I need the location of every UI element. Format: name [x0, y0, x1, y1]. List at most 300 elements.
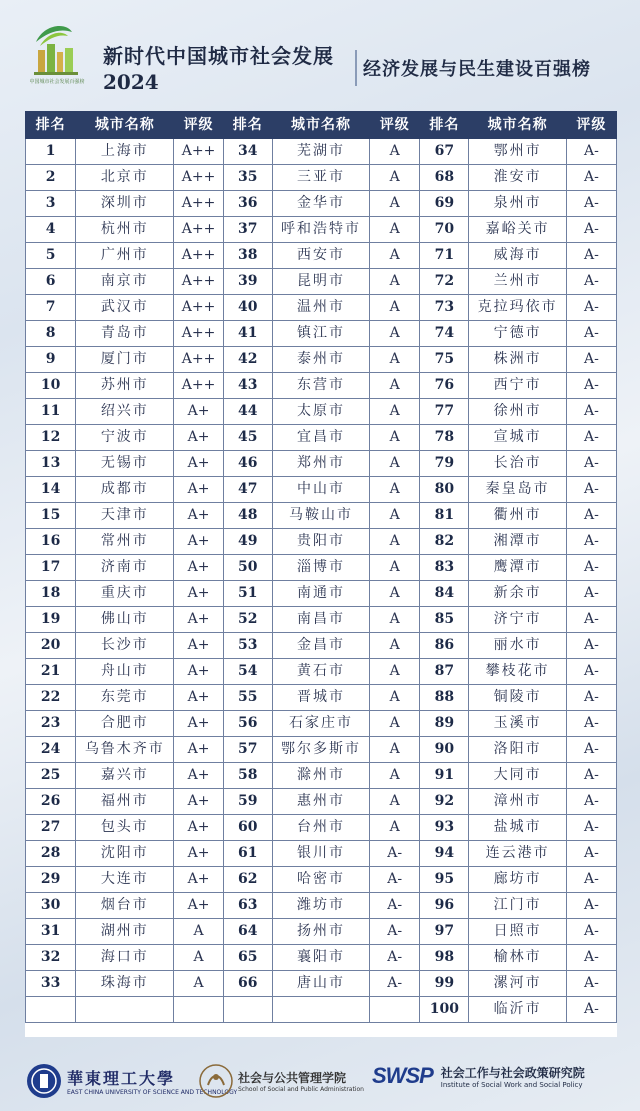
city-cell: 郑州市: [272, 451, 369, 477]
grade-cell: A: [370, 763, 420, 789]
table-row: [26, 295, 617, 321]
rank-cell: 2: [26, 165, 76, 191]
city-cell: 嘉兴市: [76, 763, 174, 789]
city-cell: 无锡市: [76, 451, 174, 477]
city-cell: 盐城市: [469, 815, 566, 841]
city-cell: 马鞍山市: [272, 503, 369, 529]
rank-cell: 65: [223, 945, 272, 971]
city-cell: 南昌市: [272, 607, 369, 633]
grade-cell: A-: [370, 971, 420, 997]
city-cell: 武汉市: [76, 295, 174, 321]
city-cell: 包头市: [76, 815, 174, 841]
grade-cell: A: [370, 815, 420, 841]
grade-cell: A-: [566, 425, 616, 451]
rank-cell: 86: [420, 633, 469, 659]
city-cell: 昆明市: [272, 269, 369, 295]
grade-cell: A-: [566, 841, 616, 867]
institute-brand: [372, 1063, 585, 1089]
rank-cell: 99: [420, 971, 469, 997]
city-cell: 金华市: [272, 191, 369, 217]
city-cell: 兰州市: [469, 269, 566, 295]
rank-cell: 43: [223, 373, 272, 399]
city-cell: 深圳市: [76, 191, 174, 217]
table-row: [26, 789, 617, 815]
rank-cell: 74: [420, 321, 469, 347]
grade-cell: A-: [566, 191, 616, 217]
city-cell: 南京市: [76, 269, 174, 295]
grade-cell: A: [370, 711, 420, 737]
rank-cell: 13: [26, 451, 76, 477]
table-row: [26, 399, 617, 425]
grade-cell: A++: [174, 191, 223, 217]
grade-cell: A-: [566, 217, 616, 243]
ecust-emblem-icon: [26, 1063, 62, 1099]
grade-cell: A: [174, 919, 223, 945]
city-cell: 重庆市: [76, 581, 174, 607]
grade-cell: A+: [174, 763, 223, 789]
rank-cell: 57: [223, 737, 272, 763]
logo-caption: 中国城市社会发展百强榜: [29, 79, 85, 85]
city-cell: 上海市: [76, 139, 174, 165]
grade-cell: A: [370, 295, 420, 321]
city-cell: 连云港市: [469, 841, 566, 867]
rank-cell: 36: [223, 191, 272, 217]
table-row: [26, 945, 617, 971]
grade-cell: A: [370, 451, 420, 477]
table-row: [26, 347, 617, 373]
city-cell: 贵阳市: [272, 529, 369, 555]
column-header: 排名: [26, 112, 76, 139]
rank-cell: 60: [223, 815, 272, 841]
rank-cell: 88: [420, 685, 469, 711]
rank-cell: 77: [420, 399, 469, 425]
rank-cell: 67: [420, 139, 469, 165]
rank-cell: 98: [420, 945, 469, 971]
table-row: [26, 841, 617, 867]
city-cell: 长沙市: [76, 633, 174, 659]
rank-cell: 91: [420, 763, 469, 789]
rank-cell: 83: [420, 555, 469, 581]
ecust-en: EAST CHINA UNIVERSITY OF SCIENCE AND TECHNOLOGY: [67, 1089, 238, 1096]
grade-cell: A: [370, 503, 420, 529]
rank-cell: 23: [26, 711, 76, 737]
grade-cell: A-: [566, 451, 616, 477]
table-row: [26, 503, 617, 529]
city-cell: 鄂州市: [469, 139, 566, 165]
grade-cell: A: [370, 139, 420, 165]
grade-cell: A-: [566, 607, 616, 633]
grade-cell: A++: [174, 269, 223, 295]
city-cell: 广州市: [76, 243, 174, 269]
rank-cell: 100: [420, 997, 469, 1023]
rank-cell: 87: [420, 659, 469, 685]
city-cell: 佛山市: [76, 607, 174, 633]
city-cell: 扬州市: [272, 919, 369, 945]
rank-cell: 42: [223, 347, 272, 373]
city-cell: 大同市: [469, 763, 566, 789]
rank-cell: 46: [223, 451, 272, 477]
city-cell: 台州市: [272, 815, 369, 841]
rank-cell: 39: [223, 269, 272, 295]
city-cell: 厦门市: [76, 347, 174, 373]
rank-cell: 96: [420, 893, 469, 919]
grade-cell: A-: [566, 763, 616, 789]
rank-cell: 22: [26, 685, 76, 711]
grade-cell: A-: [566, 581, 616, 607]
rank-cell: 92: [420, 789, 469, 815]
school-en: School of Social and Public Administration: [238, 1086, 364, 1093]
city-cell: 泉州市: [469, 191, 566, 217]
city-cell: 济宁市: [469, 607, 566, 633]
rank-cell: 20: [26, 633, 76, 659]
rank-cell: 59: [223, 789, 272, 815]
city-cell: 日照市: [469, 919, 566, 945]
grade-cell: A-: [370, 893, 420, 919]
rank-cell: 54: [223, 659, 272, 685]
rank-cell: 89: [420, 711, 469, 737]
rank-cell: 10: [26, 373, 76, 399]
city-cell: 宣城市: [469, 425, 566, 451]
grade-cell: A+: [174, 607, 223, 633]
city-cell: 泰州市: [272, 347, 369, 373]
column-header: 评级: [370, 112, 420, 139]
grade-cell: A++: [174, 321, 223, 347]
city-cell: [272, 997, 369, 1023]
grade-cell: A-: [370, 841, 420, 867]
table-row: [26, 997, 617, 1023]
rank-cell: 1: [26, 139, 76, 165]
column-header: 排名: [223, 112, 272, 139]
grade-cell: A-: [566, 399, 616, 425]
rank-cell: 48: [223, 503, 272, 529]
grade-cell: A-: [566, 919, 616, 945]
city-cell: 银川市: [272, 841, 369, 867]
city-cell: 玉溪市: [469, 711, 566, 737]
table-row: [26, 581, 617, 607]
grade-cell: A-: [566, 997, 616, 1023]
title-year: 2024: [103, 70, 159, 94]
rank-cell: 11: [26, 399, 76, 425]
city-cell: 三亚市: [272, 165, 369, 191]
city-cell: 北京市: [76, 165, 174, 191]
grade-cell: A-: [370, 919, 420, 945]
table-row: [26, 919, 617, 945]
rank-cell: 27: [26, 815, 76, 841]
city-cell: 西宁市: [469, 373, 566, 399]
table-row: [26, 893, 617, 919]
rank-cell: 7: [26, 295, 76, 321]
grade-cell: A-: [566, 347, 616, 373]
column-header: 评级: [174, 112, 223, 139]
rank-cell: 5: [26, 243, 76, 269]
city-cell: 大连市: [76, 867, 174, 893]
city-cell: 乌鲁木齐市: [76, 737, 174, 763]
city-cell: 沈阳市: [76, 841, 174, 867]
rank-cell: 68: [420, 165, 469, 191]
city-cell: 呼和浩特市: [272, 217, 369, 243]
rank-cell: 64: [223, 919, 272, 945]
column-header: 排名: [420, 112, 469, 139]
grade-cell: A+: [174, 451, 223, 477]
rank-cell: 16: [26, 529, 76, 555]
grade-cell: A++: [174, 165, 223, 191]
city-cell: 襄阳市: [272, 945, 369, 971]
rank-cell: 33: [26, 971, 76, 997]
grade-cell: A-: [566, 945, 616, 971]
column-header: 城市名称: [76, 112, 174, 139]
table-row: [26, 711, 617, 737]
table-row: [26, 373, 617, 399]
city-cell: 烟台市: [76, 893, 174, 919]
table-row: [26, 165, 617, 191]
city-cell: 榆林市: [469, 945, 566, 971]
grade-cell: A++: [174, 243, 223, 269]
city-cell: 廊坊市: [469, 867, 566, 893]
grade-cell: A-: [566, 789, 616, 815]
grade-cell: A+: [174, 503, 223, 529]
school-name: 社会与公共管理学院: [238, 1071, 347, 1085]
rank-cell: 90: [420, 737, 469, 763]
grade-cell: A: [370, 321, 420, 347]
rank-cell: 25: [26, 763, 76, 789]
grade-cell: A: [370, 607, 420, 633]
city-cell: 株洲市: [469, 347, 566, 373]
rank-cell: 30: [26, 893, 76, 919]
rank-cell: 12: [26, 425, 76, 451]
grade-cell: A: [370, 737, 420, 763]
city-cell: 福州市: [76, 789, 174, 815]
table-row: [26, 529, 617, 555]
rank-cell: 85: [420, 607, 469, 633]
grade-cell: A-: [566, 295, 616, 321]
table-row: [26, 763, 617, 789]
table-row: [26, 971, 617, 997]
grade-cell: A+: [174, 555, 223, 581]
grade-cell: A: [370, 555, 420, 581]
column-header: 城市名称: [272, 112, 369, 139]
title-divider: [355, 50, 357, 86]
grade-cell: A+: [174, 581, 223, 607]
grade-cell: A: [370, 399, 420, 425]
rank-cell: [26, 997, 76, 1023]
city-cell: 克拉玛依市: [469, 295, 566, 321]
grade-cell: A-: [566, 815, 616, 841]
city-cell: 南通市: [272, 581, 369, 607]
city-cell: 成都市: [76, 477, 174, 503]
city-cell: 中山市: [272, 477, 369, 503]
rank-cell: 84: [420, 581, 469, 607]
city-cell: 青岛市: [76, 321, 174, 347]
city-cell: 湘潭市: [469, 529, 566, 555]
rank-cell: 41: [223, 321, 272, 347]
grade-cell: A+: [174, 633, 223, 659]
rank-cell: 8: [26, 321, 76, 347]
grade-cell: A+: [174, 659, 223, 685]
rank-cell: 58: [223, 763, 272, 789]
table-row: [26, 815, 617, 841]
city-cell: 天津市: [76, 503, 174, 529]
institute-en: Institute of Social Work and Social Policy: [440, 1080, 583, 1089]
city-cell: 东莞市: [76, 685, 174, 711]
rank-cell: 38: [223, 243, 272, 269]
rank-cell: 45: [223, 425, 272, 451]
rank-cell: 53: [223, 633, 272, 659]
grade-cell: A-: [566, 243, 616, 269]
rank-cell: 14: [26, 477, 76, 503]
rank-cell: 52: [223, 607, 272, 633]
city-cell: 江门市: [469, 893, 566, 919]
grade-cell: A-: [566, 529, 616, 555]
city-cell: 漯河市: [469, 971, 566, 997]
table-row: [26, 139, 617, 165]
grade-cell: A+: [174, 399, 223, 425]
rank-cell: 50: [223, 555, 272, 581]
grade-cell: A-: [566, 555, 616, 581]
city-cell: 徐州市: [469, 399, 566, 425]
swsp-logo: SWSP: [372, 1063, 433, 1088]
grade-cell: A: [370, 191, 420, 217]
city-cell: 舟山市: [76, 659, 174, 685]
grade-cell: A-: [566, 685, 616, 711]
table-row: [26, 269, 617, 295]
table-row: [26, 867, 617, 893]
grade-cell: A: [370, 373, 420, 399]
city-cell: 珠海市: [76, 971, 174, 997]
city-cell: 宜昌市: [272, 425, 369, 451]
rank-cell: 93: [420, 815, 469, 841]
column-header: 评级: [566, 112, 616, 139]
table-row: [26, 633, 617, 659]
city-cell: 淄博市: [272, 555, 369, 581]
grade-cell: A+: [174, 477, 223, 503]
grade-cell: A: [174, 971, 223, 997]
grade-cell: A++: [174, 295, 223, 321]
ranking-table: [25, 111, 617, 1023]
rank-cell: 62: [223, 867, 272, 893]
rank-cell: 28: [26, 841, 76, 867]
city-cell: 常州市: [76, 529, 174, 555]
rank-cell: 15: [26, 503, 76, 529]
rank-cell: 4: [26, 217, 76, 243]
city-cell: 济南市: [76, 555, 174, 581]
title-sub: 经济发展与民生建设百强榜: [363, 59, 591, 80]
table-row: [26, 191, 617, 217]
city-cell: 宁德市: [469, 321, 566, 347]
city-cell: 鄂尔多斯市: [272, 737, 369, 763]
grade-cell: A: [370, 425, 420, 451]
city-cell: 海口市: [76, 945, 174, 971]
grade-cell: A-: [566, 867, 616, 893]
page-footer: [0, 1055, 640, 1111]
rank-cell: 35: [223, 165, 272, 191]
institute-name: 社会工作与社会政策研究院: [440, 1065, 585, 1080]
grade-cell: A-: [566, 737, 616, 763]
ecust-name: 華東理工大學: [67, 1069, 176, 1088]
grade-cell: A: [370, 659, 420, 685]
grade-cell: A++: [174, 373, 223, 399]
rank-cell: 49: [223, 529, 272, 555]
grade-cell: A-: [566, 659, 616, 685]
rank-cell: 24: [26, 737, 76, 763]
grade-cell: A: [370, 685, 420, 711]
rank-cell: 71: [420, 243, 469, 269]
school-emblem-icon: [198, 1063, 234, 1099]
rank-cell: 56: [223, 711, 272, 737]
grade-cell: A-: [566, 503, 616, 529]
column-header: 城市名称: [469, 112, 566, 139]
ranking-table-container: [25, 111, 617, 1037]
table-row: [26, 607, 617, 633]
city-cell: 潍坊市: [272, 893, 369, 919]
grade-cell: A+: [174, 893, 223, 919]
rank-cell: 66: [223, 971, 272, 997]
city-cell: 湖州市: [76, 919, 174, 945]
rank-cell: 51: [223, 581, 272, 607]
table-row: [26, 737, 617, 763]
table-row: [26, 555, 617, 581]
grade-cell: A: [174, 945, 223, 971]
rank-cell: 3: [26, 191, 76, 217]
table-row: [26, 217, 617, 243]
city-cell: 太原市: [272, 399, 369, 425]
city-cell: 石家庄市: [272, 711, 369, 737]
rank-cell: 17: [26, 555, 76, 581]
grade-cell: A-: [370, 945, 420, 971]
city-cell: 黄石市: [272, 659, 369, 685]
rank-cell: 47: [223, 477, 272, 503]
city-cell: 鹰潭市: [469, 555, 566, 581]
rank-cell: 73: [420, 295, 469, 321]
rank-cell: 18: [26, 581, 76, 607]
grade-cell: A-: [370, 867, 420, 893]
city-cell: 芜湖市: [272, 139, 369, 165]
rank-cell: 95: [420, 867, 469, 893]
grade-cell: A: [370, 581, 420, 607]
grade-cell: A-: [566, 165, 616, 191]
rank-cell: 81: [420, 503, 469, 529]
grade-cell: A: [370, 477, 420, 503]
rank-cell: 29: [26, 867, 76, 893]
grade-cell: A-: [566, 633, 616, 659]
rank-cell: [223, 997, 272, 1023]
city-cell: 淮安市: [469, 165, 566, 191]
city-cell: 绍兴市: [76, 399, 174, 425]
page-header: [0, 0, 640, 104]
grade-cell: A+: [174, 529, 223, 555]
grade-cell: A+: [174, 841, 223, 867]
grade-cell: A: [370, 243, 420, 269]
rank-cell: 26: [26, 789, 76, 815]
city-cell: 新余市: [469, 581, 566, 607]
grade-cell: A: [370, 165, 420, 191]
grade-cell: A-: [566, 893, 616, 919]
city-cell: 威海市: [469, 243, 566, 269]
grade-cell: A-: [566, 321, 616, 347]
grade-cell: A-: [566, 373, 616, 399]
rank-cell: 6: [26, 269, 76, 295]
grade-cell: A+: [174, 711, 223, 737]
table-row: [26, 685, 617, 711]
rank-cell: 55: [223, 685, 272, 711]
rank-cell: 44: [223, 399, 272, 425]
grade-cell: A++: [174, 347, 223, 373]
ranking-logo: [26, 20, 86, 90]
grade-cell: A-: [566, 477, 616, 503]
rank-cell: 21: [26, 659, 76, 685]
school-brand: [198, 1063, 364, 1099]
grade-cell: A: [370, 217, 420, 243]
grade-cell: A+: [174, 867, 223, 893]
